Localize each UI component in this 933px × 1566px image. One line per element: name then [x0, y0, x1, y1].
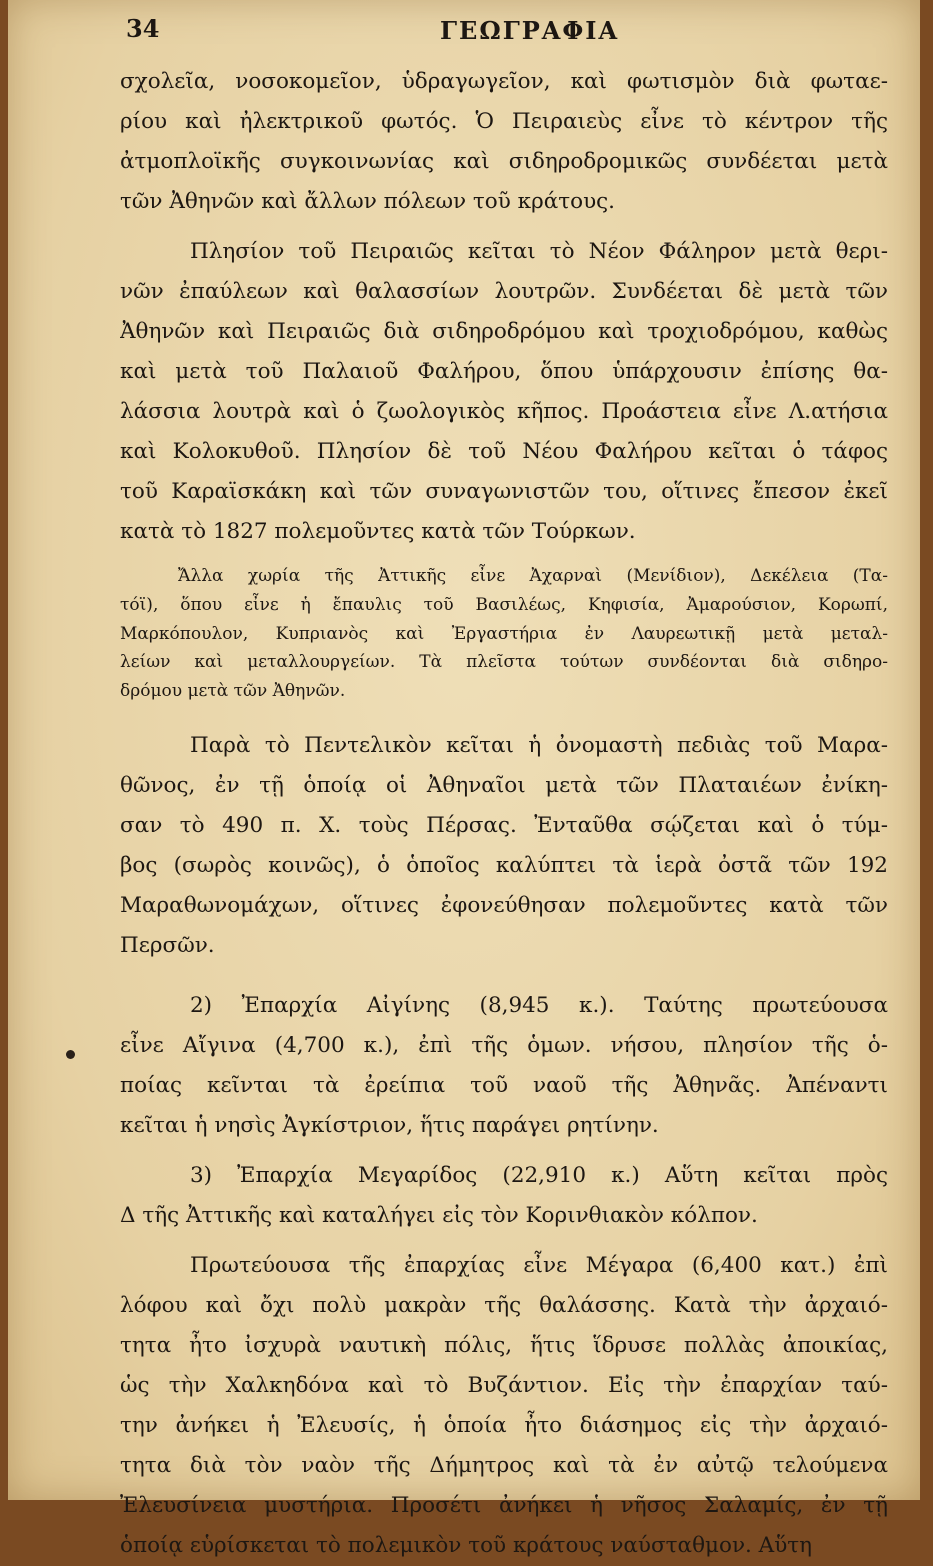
- text-line: λόφου καὶ ὄχι πολὺ μακρὰν τῆς θαλάσσης. Κατὰ τὴν ἀρχαιό-: [120, 1292, 888, 1318]
- text-line: νῶν ἐπαύλεων καὶ θαλασσίων λουτρῶν. Συνδέεται δὲ μετὰ τῶν: [120, 279, 888, 304]
- running-head: ΓΕΩΓΡΑΦΙΑ: [440, 16, 620, 45]
- text-line: 2) Ἐπαρχία Αἰγίνης (8,945 κ.). Ταύτης πρωτεύουσα: [190, 992, 888, 1018]
- text-line: Ἐλευσίνεια μυστήρια. Προσέτι ἀνήκει ἡ νῆσος Σαλαμίς, ἐν τῇ: [120, 1492, 888, 1518]
- text-line: θῶνος, ἐν τῇ ὁποίᾳ οἱ Ἀθηναῖοι μετὰ τῶν Πλαταιέων ἐνίκη-: [120, 772, 888, 798]
- text-line: σαν τὸ 490 π. Χ. τοὺς Πέρσας. Ἐνταῦθα σῴζεται καὶ ὁ τύμ-: [120, 812, 888, 838]
- text-line: λείων καὶ μεταλλουργείων. Τὰ πλεῖστα τούτων συνδέονται διὰ σιδηρο-: [120, 652, 888, 673]
- text-line: τητα ἦτο ἰσχυρὰ ναυτικὴ πόλις, ἥτις ἵδρυσε πολλὰς ἀποικίας,: [120, 1332, 888, 1358]
- paragraph: [120, 726, 888, 966]
- text-line: Παρὰ τὸ Πεντελικὸν κεῖται ἡ ὀνομαστὴ πεδιὰς τοῦ Μαρα-: [190, 732, 888, 758]
- paragraph: [120, 1156, 888, 1236]
- text-line: καὶ Κολοκυθοῦ. Πλησίον δὲ τοῦ Νέου Φαλήρου κεῖται ὁ τάφος: [120, 439, 888, 464]
- paragraph-gap: [120, 222, 888, 232]
- text-line: καὶ μετὰ τοῦ Παλαιοῦ Φαλήρου, ὅπου ὑπάρχουσιν ἐπίσης θα-: [120, 359, 888, 384]
- text-line: ὡς τὴν Χαλκηδόνα καὶ τὸ Βυζάντιον. Εἰς τὴν ἐπαρχίαν ταύ-: [120, 1372, 888, 1398]
- margin-ink-dot: [66, 1050, 75, 1059]
- text-line: ὁποίᾳ εὑρίσκεται τὸ πολεμικὸν τοῦ κράτους ναύσταθμον. Αὕτη: [120, 1532, 813, 1558]
- book-page: [8, 0, 920, 1558]
- text-line: κεῖται ἡ νησὶς Ἀγκίστριον, ἥτις παράγει ρητίνην.: [120, 1112, 659, 1138]
- text-line: Μαρκόπουλον, Κυπριανὸς καὶ Ἐργαστήρια ἐν Λαυρεωτικῇ μετὰ μεταλ-: [120, 623, 888, 644]
- paragraph: [120, 232, 888, 552]
- text-line: 3) Ἐπαρχία Μεγαρίδος (22,910 κ.) Αὕτη κεῖται πρὸς: [190, 1162, 888, 1188]
- paragraph: [120, 986, 888, 1146]
- text-line: τῶν Ἀθηνῶν καὶ ἄλλων πόλεων τοῦ κράτους.: [120, 189, 616, 214]
- text-line: ἀτμοπλοϊκῆς συγκοινωνίας καὶ σιδηροδρομικῶς συνδέεται μετὰ: [120, 149, 888, 174]
- text-line: Πρωτεύουσα τῆς ἐπαρχίας εἶνε Μέγαρα (6,400 κατ.) ἐπὶ: [190, 1252, 888, 1278]
- text-line: Ἄλλα χωρία τῆς Ἀττικῆς εἶνε Ἀχαρναὶ (Μενίδιον), Δεκέλεια (Τα-: [178, 566, 888, 586]
- paragraph-gap: [120, 706, 888, 726]
- body-text: [120, 62, 888, 1566]
- paragraph-gap: [120, 552, 888, 562]
- page-header: [8, 14, 920, 54]
- paragraph-gap: [120, 1146, 888, 1156]
- paragraph: [120, 62, 888, 222]
- text-line: δρόμου μετὰ τῶν Ἀθηνῶν.: [120, 681, 346, 702]
- text-line: Περσῶν.: [120, 932, 215, 958]
- text-line: ρίου καὶ ἠλεκτρικοῦ φωτός. Ὁ Πειραιεὺς εἶνε τὸ κέντρον τῆς: [120, 109, 888, 134]
- text-line: Μαραθωνομάχων, οἵτινες ἐφονεύθησαν πολεμοῦντες κατὰ τῶν: [120, 892, 888, 918]
- text-line: σχολεῖα, νοσοκομεῖον, ὑδραγωγεῖον, καὶ φωτισμὸν διὰ φωταε-: [120, 69, 888, 94]
- paragraph-gap: [120, 1236, 888, 1246]
- text-line: τητα διὰ τὸν ναὸν τῆς Δήμητρος καὶ τὰ ἐν αὐτῷ τελούμενα: [120, 1452, 888, 1478]
- paragraph: [120, 1246, 888, 1566]
- text-line: Πλησίον τοῦ Πειραιῶς κεῖται τὸ Νέον Φάληρον μετὰ θερι-: [190, 239, 888, 264]
- small-print-paragraph: [120, 562, 888, 706]
- text-line: Ἀθηνῶν καὶ Πειραιῶς διὰ σιδηροδρόμου καὶ τροχιοδρόμου, καθὼς: [120, 319, 888, 344]
- text-line: τόϊ), ὅπου εἶνε ἡ ἔπαυλις τοῦ Βασιλέως, Κηφισία, Ἀμαρούσιον, Κορωπί,: [120, 594, 888, 615]
- page-number: 34: [126, 14, 160, 43]
- text-line: βος (σωρὸς κοινῶς), ὁ ὁποῖος καλύπτει τὰ ἱερὰ ὀστᾶ τῶν 192: [120, 852, 888, 878]
- text-line: Δ τῆς Ἀττικῆς καὶ καταλήγει εἰς τὸν Κορινθιακὸν κόλπον.: [120, 1202, 758, 1228]
- text-line: λάσσια λουτρὰ καὶ ὁ ζωολογικὸς κῆπος. Προάστεια εἶνε Λ.ατήσια: [120, 399, 888, 424]
- text-line: ποίας κεῖνται τὰ ἐρείπια τοῦ ναοῦ τῆς Ἀθηνᾶς. Ἀπέναντι: [120, 1072, 888, 1098]
- text-line: εἶνε Αἴγινα (4,700 κ.), ἐπὶ τῆς ὁμων. νήσου, πλησίον τῆς ὁ-: [120, 1032, 888, 1058]
- paragraph-gap: [120, 966, 888, 986]
- text-line: τοῦ Καραϊσκάκη καὶ τῶν συναγωνιστῶν του, οἵτινες ἔπεσον ἐκεῖ: [120, 479, 888, 504]
- text-line: κατὰ τὸ 1827 πολεμοῦντες κατὰ τῶν Τούρκων.: [120, 519, 636, 544]
- text-line: την ἀνήκει ἡ Ἐλευσίς, ἡ ὁποία ἦτο διάσημος εἰς τὴν ἀρχαιό-: [120, 1412, 888, 1438]
